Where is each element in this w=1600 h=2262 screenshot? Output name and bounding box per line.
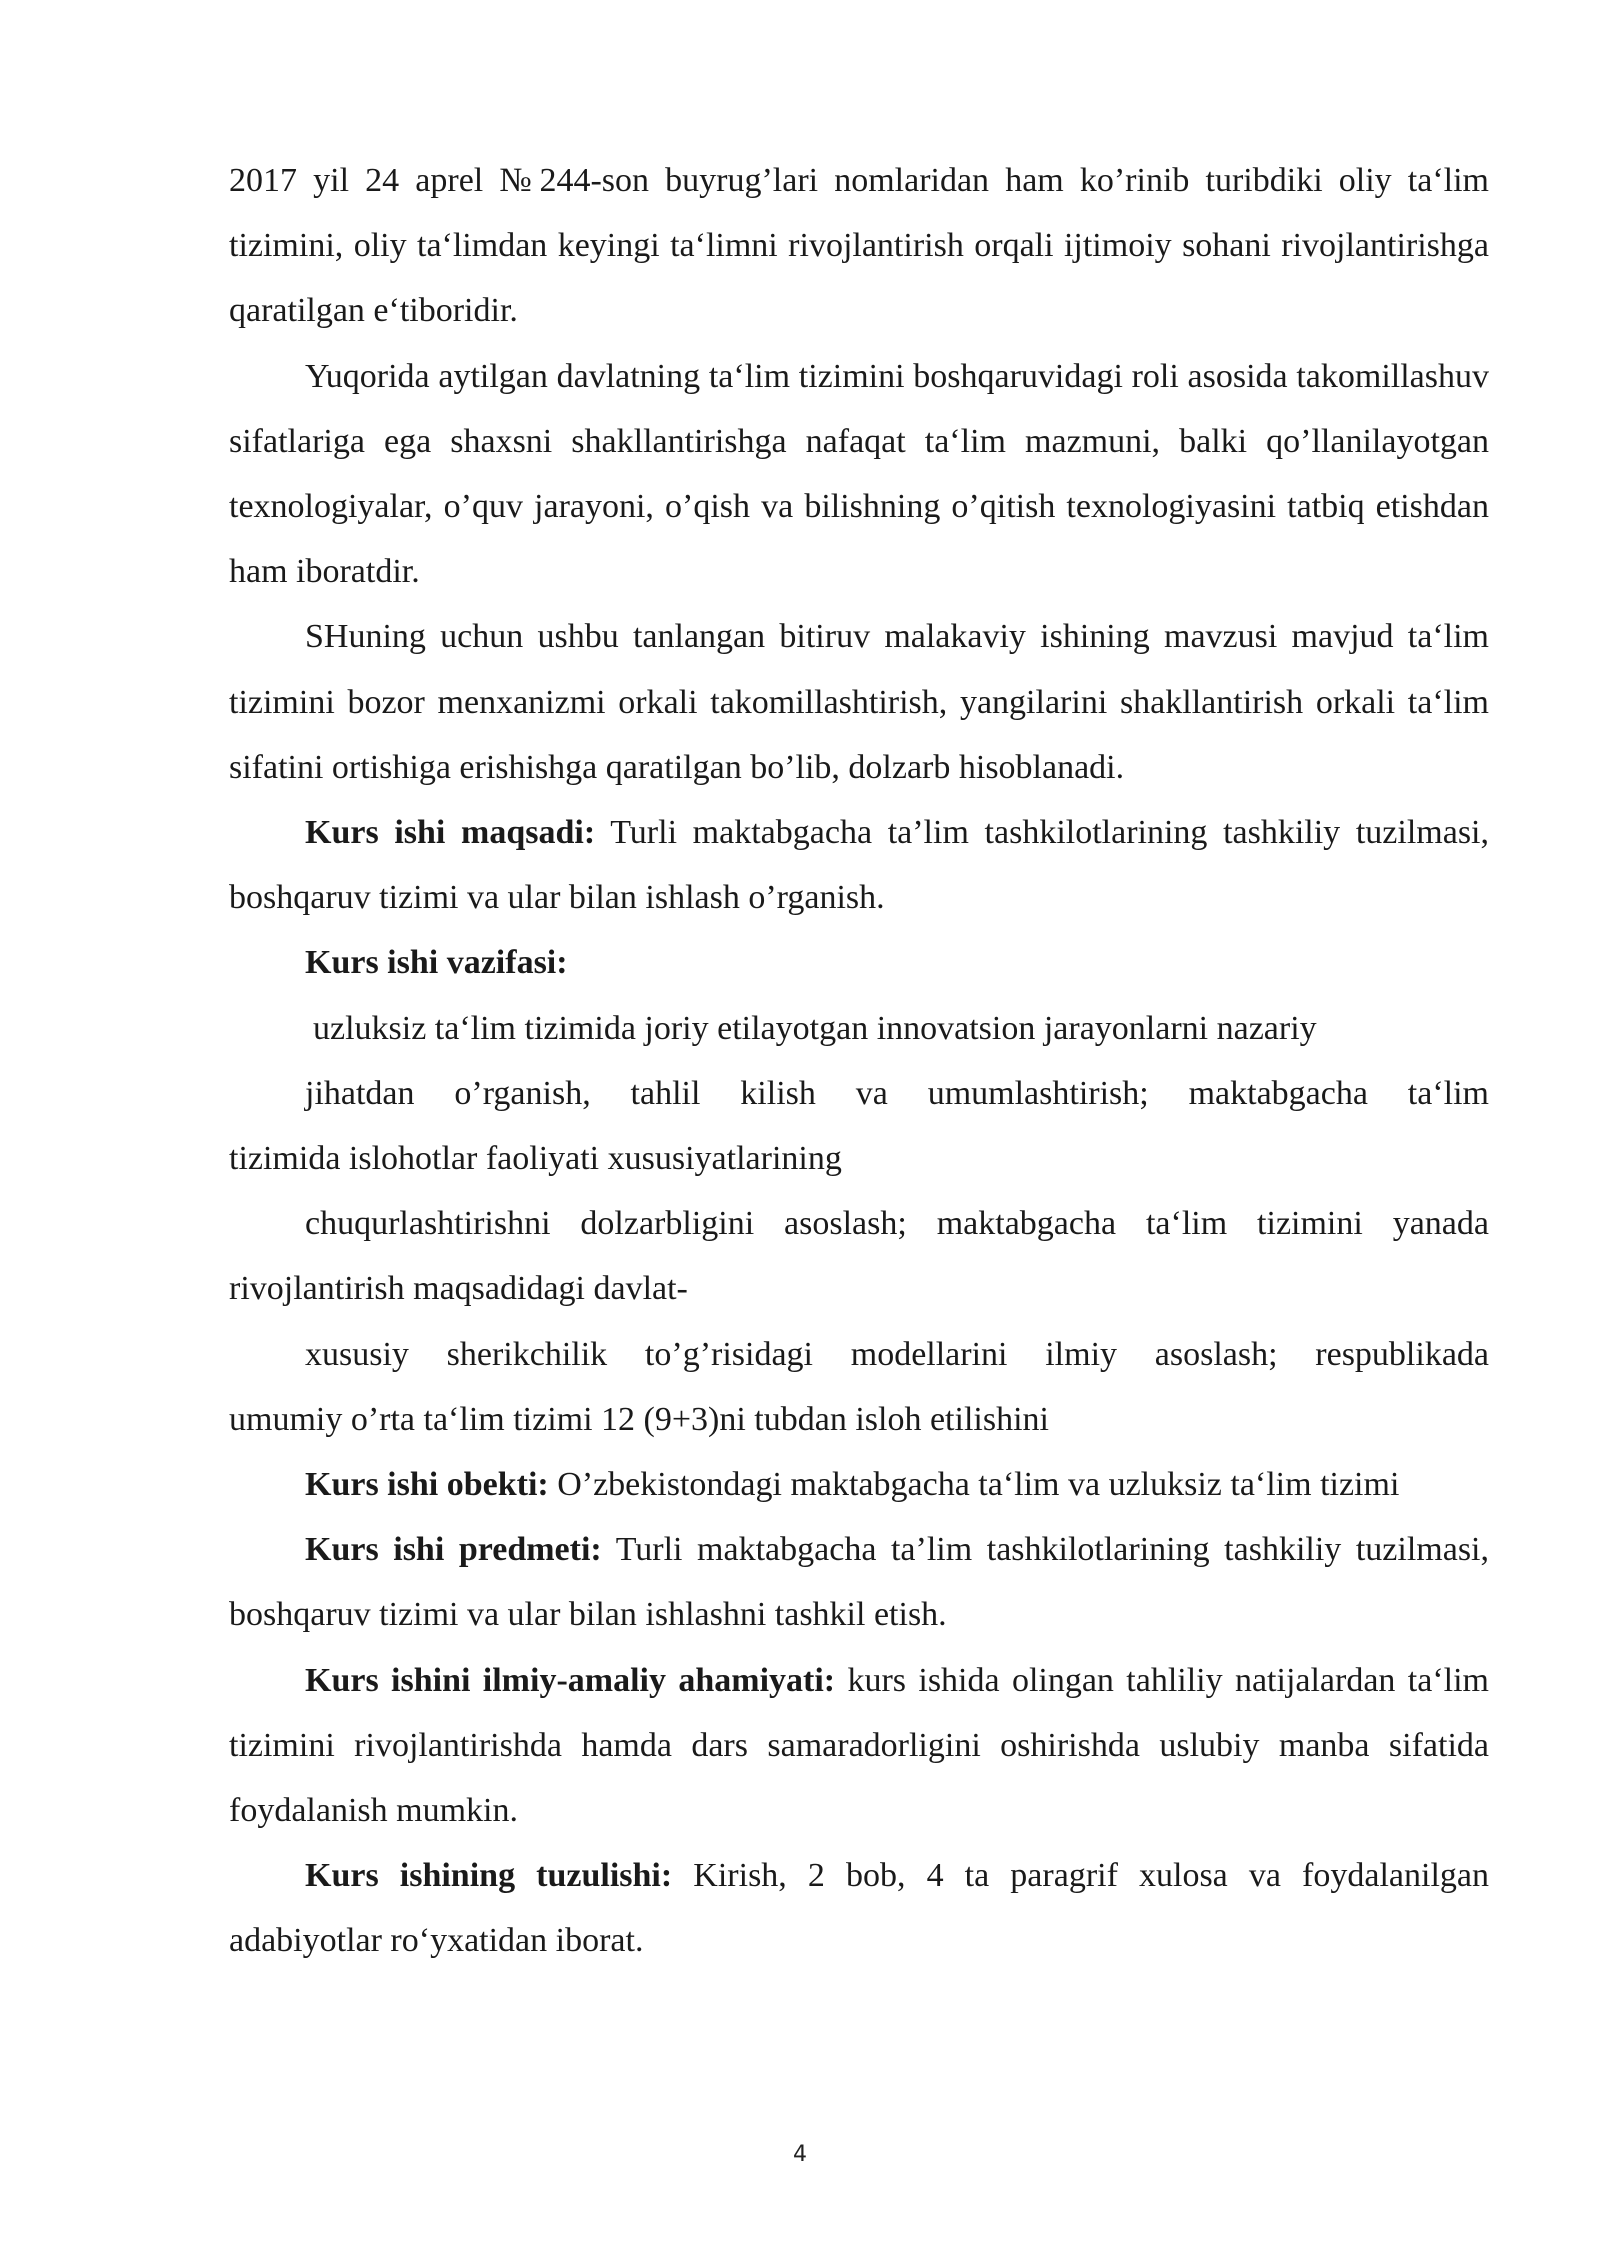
document-page bbox=[229, 148, 1489, 1974]
ahamiyat-label: Kurs ishini ilmiy-amaliy ahamiyati: bbox=[305, 1661, 836, 1699]
section-maqsad bbox=[229, 800, 1489, 930]
section-predmet bbox=[229, 1517, 1489, 1647]
paragraph-davlat: Yuqorida aytilgan davlatning ta‘lim tizimini boshqaruvidagi roli asosida takomillashuv sifatlariga ega shaxsni shakllantirishga nafaqat ta‘lim mazmuni, balki qo’llanilayotgan texnologiyalar, o’quv jarayoni, o’qish va bilishning o’qitish texnologiyasini tatbiq etishdan ham iboratdir. bbox=[229, 357, 1489, 591]
tuzilish-text: Kirish, 2 bob, 4 ta paragrif xulosa va foydalanilgan adabiyotlar ro‘yxatidan iborat. bbox=[229, 1857, 1489, 1960]
vazifa-line-6: xususiy sherikchilik to’g’risidagi modellarini ilmiy asoslash; respublikada bbox=[305, 1335, 1489, 1373]
obekt-label: Kurs ishi obekti: bbox=[305, 1466, 549, 1504]
vazifa-line-1: uzluksiz ta‘lim tizimida joriy etilayotgan innovatsion jarayonlarni nazariy bbox=[313, 1009, 1317, 1047]
vazifa-line-3: tizimida islohotlar faoliyati xususiyatlarining bbox=[229, 1140, 842, 1178]
vazifa-line-2: jihatdan o’rganish, tahlil kilish va umumlashtirish; maktabgacha ta‘lim bbox=[305, 1074, 1489, 1112]
page-number: 4 bbox=[793, 2142, 807, 2167]
paragraph-intro: 2017 yil 24 aprel №244-son buyrug’lari nomlaridan ham ko’rinib turibdiki oliy ta‘lim tizimini, oliy ta‘limdan keyingi ta‘limni rivojlantirish orqali ijtimoiy sohani rivojlantirishga qaratilgan e‘tiboridir. bbox=[229, 162, 1489, 330]
maqsad-text: Turli maktabgacha ta’lim tashkilotlarining tashkiliy tuzilmasi, boshqaruv tizimi va ular bilan ishlash o’rganish. bbox=[229, 814, 1489, 917]
maqsad-label: Kurs ishi maqsadi: bbox=[305, 814, 596, 852]
section-ahamiyat bbox=[229, 1648, 1489, 1844]
section-tuzilish bbox=[229, 1843, 1489, 1973]
obekt-text: O’zbekistondagi maktabgacha ta‘lim va uzluksiz ta‘lim tizimi bbox=[548, 1466, 1400, 1504]
ahamiyat-text: kurs ishida olingan tahliliy natijalardan ta‘lim tizimini rivojlantirishda hamda dars samaradorligini oshirishda uslubiy manba sifatida foydalanish mumkin. bbox=[229, 1661, 1489, 1830]
vazifa-line-5: rivojlantirish maqsadidagi davlat- bbox=[229, 1270, 688, 1308]
paragraph-mavzu: SHuning uchun ushbu tanlangan bitiruv malakaviy ishining mavzusi mavjud ta‘lim tizimini bozor menxanizmi orkali takomillashtirish, yangilarini shakllantirish orkali ta‘lim sifatini ortishiga erishishga qaratilgan bo’lib, dolzarb hisoblanadi. bbox=[229, 618, 1489, 786]
vazifa-line-7: umumiy o’rta ta‘lim tizimi 12 (9+3)ni tubdan isloh etilishini bbox=[229, 1400, 1049, 1438]
section-vazifa-heading bbox=[229, 930, 1489, 995]
vazifa-line-4: chuqurlashtirishni dolzarbligini asoslash; maktabgacha ta‘lim tizimini yanada bbox=[305, 1205, 1489, 1243]
tuzilish-label: Kurs ishining tuzulishi: bbox=[305, 1857, 673, 1895]
predmet-text: Turli maktabgacha ta’lim tashkilotlarining tashkiliy tuzilmasi, boshqaruv tizimi va ular bilan ishlashni tashkil etish. bbox=[229, 1531, 1489, 1634]
predmet-label: Kurs ishi predmeti: bbox=[305, 1531, 602, 1569]
vazifa-label: Kurs ishi vazifasi: bbox=[305, 944, 568, 982]
section-obekt bbox=[229, 1452, 1489, 1517]
